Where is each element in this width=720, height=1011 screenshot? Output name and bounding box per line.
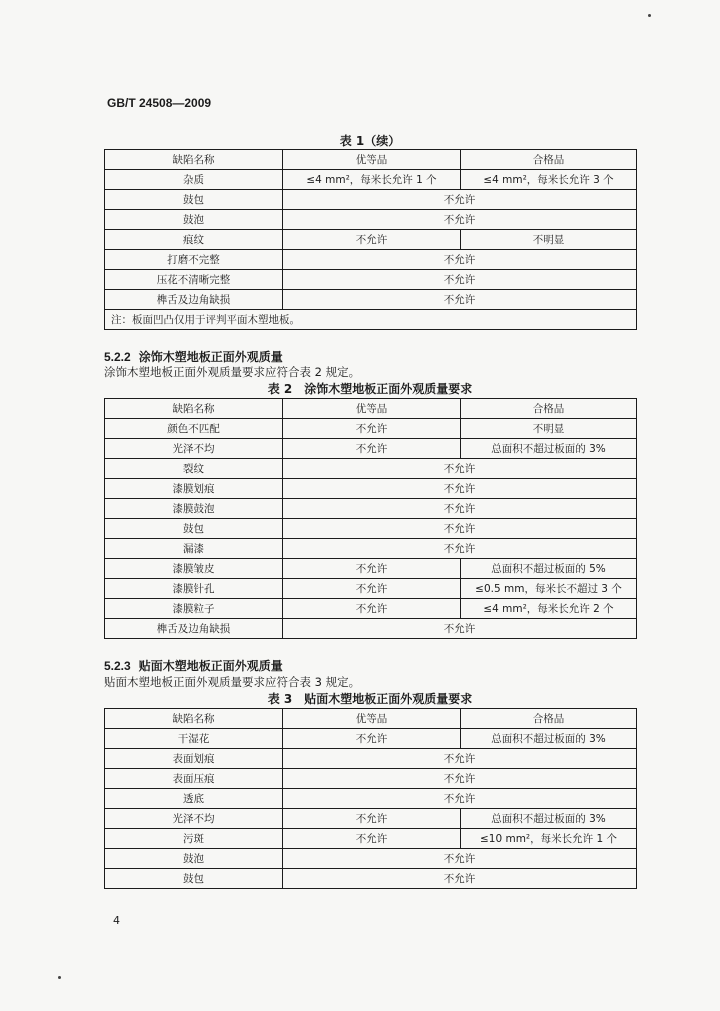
column-header: 合格品 <box>461 150 637 170</box>
defect-name-cell: 鼓包 <box>105 869 283 889</box>
defect-name-cell: 压花不清晰完整 <box>105 270 283 290</box>
table-note: 注：板面凹凸仅用于评判平面木塑地板。 <box>105 310 637 330</box>
excellent-grade-cell: 不允许 <box>283 559 461 579</box>
defect-name-cell: 漆膜划痕 <box>105 479 283 499</box>
defect-name-cell: 干湿花 <box>105 729 283 749</box>
requirement-merged-cell: 不允许 <box>283 619 637 639</box>
excellent-grade-cell: ≤4 mm²，每米长允许 1 个 <box>283 170 461 190</box>
excellent-grade-cell: 不允许 <box>283 809 461 829</box>
defect-name-cell: 打磨不完整 <box>105 250 283 270</box>
column-header: 缺陷名称 <box>105 399 283 419</box>
defect-name-cell: 颜色不匹配 <box>105 419 283 439</box>
table-row <box>105 439 637 459</box>
section-title: 涂饰木塑地板正面外观质量 <box>138 350 283 364</box>
table-row <box>105 499 637 519</box>
excellent-grade-cell: 不允许 <box>283 439 461 459</box>
requirement-merged-cell: 不允许 <box>283 210 637 230</box>
table-row <box>105 170 637 190</box>
excellent-grade-cell: 不允许 <box>283 419 461 439</box>
defect-name-cell: 痕纹 <box>105 230 283 250</box>
requirement-merged-cell: 不允许 <box>283 270 637 290</box>
defect-name-cell: 漆膜针孔 <box>105 579 283 599</box>
section-number: 5.2.3 <box>104 659 131 673</box>
table2-caption: 表 2 涂饰木塑地板正面外观质量要求 <box>267 382 473 396</box>
table2 <box>104 398 637 639</box>
table-row <box>105 579 637 599</box>
defect-name-cell: 光泽不均 <box>105 439 283 459</box>
requirement-merged-cell: 不允许 <box>283 290 637 310</box>
qualified-grade-cell: ≤0.5 mm，每米长不超过 3 个 <box>461 579 637 599</box>
excellent-grade-cell: 不允许 <box>283 599 461 619</box>
table3 <box>104 708 637 889</box>
table3-body <box>105 709 637 889</box>
column-header: 优等品 <box>283 150 461 170</box>
defect-name-cell: 鼓泡 <box>105 210 283 230</box>
requirement-merged-cell: 不允许 <box>283 519 637 539</box>
column-header: 缺陷名称 <box>105 150 283 170</box>
qualified-grade-cell: 总面积不超过板面的 3% <box>461 809 637 829</box>
defect-name-cell: 榫舌及边角缺损 <box>105 619 283 639</box>
table-row <box>105 619 637 639</box>
defect-name-cell: 漆膜粒子 <box>105 599 283 619</box>
header-row <box>105 399 637 419</box>
excellent-grade-cell: 不允许 <box>283 579 461 599</box>
requirement-merged-cell: 不允许 <box>283 539 637 559</box>
requirement-merged-cell: 不允许 <box>283 479 637 499</box>
table-row <box>105 519 637 539</box>
section-5-2-3-heading <box>104 657 283 674</box>
column-header: 优等品 <box>283 399 461 419</box>
qualified-grade-cell: ≤4 mm²，每米长允许 3 个 <box>461 170 637 190</box>
table-row <box>105 479 637 499</box>
table-row <box>105 559 637 579</box>
defect-name-cell: 鼓包 <box>105 190 283 210</box>
qualified-grade-cell: ≤10 mm²，每米长允许 1 个 <box>461 829 637 849</box>
table-row <box>105 539 637 559</box>
section-5-2-2-heading <box>104 348 283 365</box>
excellent-grade-cell: 不允许 <box>283 729 461 749</box>
table-row <box>105 769 637 789</box>
table-row <box>105 789 637 809</box>
column-header: 缺陷名称 <box>105 709 283 729</box>
scan-speck <box>648 14 651 17</box>
qualified-grade-cell: 不明显 <box>461 230 637 250</box>
qualified-grade-cell: 不明显 <box>461 419 637 439</box>
scan-speck <box>58 976 61 979</box>
table-row <box>105 419 637 439</box>
qualified-grade-cell: 总面积不超过板面的 3% <box>461 729 637 749</box>
defect-name-cell: 榫舌及边角缺损 <box>105 290 283 310</box>
qualified-grade-cell: 总面积不超过板面的 5% <box>461 559 637 579</box>
defect-name-cell: 光泽不均 <box>105 809 283 829</box>
excellent-grade-cell: 不允许 <box>283 230 461 250</box>
table-row <box>105 190 637 210</box>
column-header: 合格品 <box>461 709 637 729</box>
table-row <box>105 749 637 769</box>
qualified-grade-cell: 总面积不超过板面的 3% <box>461 439 637 459</box>
defect-name-cell: 鼓包 <box>105 519 283 539</box>
table1-body <box>105 150 637 330</box>
requirement-merged-cell: 不允许 <box>283 499 637 519</box>
defect-name-cell: 表面划痕 <box>105 749 283 769</box>
header-row <box>105 709 637 729</box>
defect-name-cell: 裂纹 <box>105 459 283 479</box>
table-row <box>105 270 637 290</box>
requirement-merged-cell: 不允许 <box>283 849 637 869</box>
header-row <box>105 150 637 170</box>
requirement-merged-cell: 不允许 <box>283 250 637 270</box>
table-row <box>105 829 637 849</box>
table-row <box>105 210 637 230</box>
table-row <box>105 599 637 619</box>
defect-name-cell: 杂质 <box>105 170 283 190</box>
requirement-merged-cell: 不允许 <box>283 190 637 210</box>
table-row <box>105 290 637 310</box>
requirement-merged-cell: 不允许 <box>283 789 637 809</box>
note-row <box>105 310 637 330</box>
table-row <box>105 809 637 829</box>
section-title: 贴面木塑地板正面外观质量 <box>138 659 283 673</box>
requirement-merged-cell: 不允许 <box>283 769 637 789</box>
excellent-grade-cell: 不允许 <box>283 829 461 849</box>
defect-name-cell: 表面压痕 <box>105 769 283 789</box>
section-number: 5.2.2 <box>104 350 131 364</box>
qualified-grade-cell: ≤4 mm²，每米长允许 2 个 <box>461 599 637 619</box>
table-row <box>105 250 637 270</box>
table1 <box>104 149 637 330</box>
table-row <box>105 459 637 479</box>
defect-name-cell: 鼓泡 <box>105 849 283 869</box>
column-header: 合格品 <box>461 399 637 419</box>
requirement-merged-cell: 不允许 <box>283 459 637 479</box>
section-5-2-2-text: 涂饰木塑地板正面外观质量要求应符合表 2 规定。 <box>104 365 361 379</box>
defect-name-cell: 漆膜鼓泡 <box>105 499 283 519</box>
requirement-merged-cell: 不允许 <box>283 749 637 769</box>
table-row <box>105 849 637 869</box>
defect-name-cell: 漆膜皱皮 <box>105 559 283 579</box>
column-header: 优等品 <box>283 709 461 729</box>
defect-name-cell: 透底 <box>105 789 283 809</box>
table-row <box>105 729 637 749</box>
table2-body <box>105 399 637 639</box>
table-row <box>105 230 637 250</box>
table3-caption: 表 3 贴面木塑地板正面外观质量要求 <box>267 692 473 706</box>
page-number: 4 <box>113 914 120 927</box>
standard-number: GB/T 24508—2009 <box>107 96 212 110</box>
defect-name-cell: 漏漆 <box>105 539 283 559</box>
section-5-2-3-text: 贴面木塑地板正面外观质量要求应符合表 3 规定。 <box>104 675 361 689</box>
table1-caption: 表 1（续） <box>339 134 401 148</box>
table-row <box>105 869 637 889</box>
requirement-merged-cell: 不允许 <box>283 869 637 889</box>
defect-name-cell: 污斑 <box>105 829 283 849</box>
